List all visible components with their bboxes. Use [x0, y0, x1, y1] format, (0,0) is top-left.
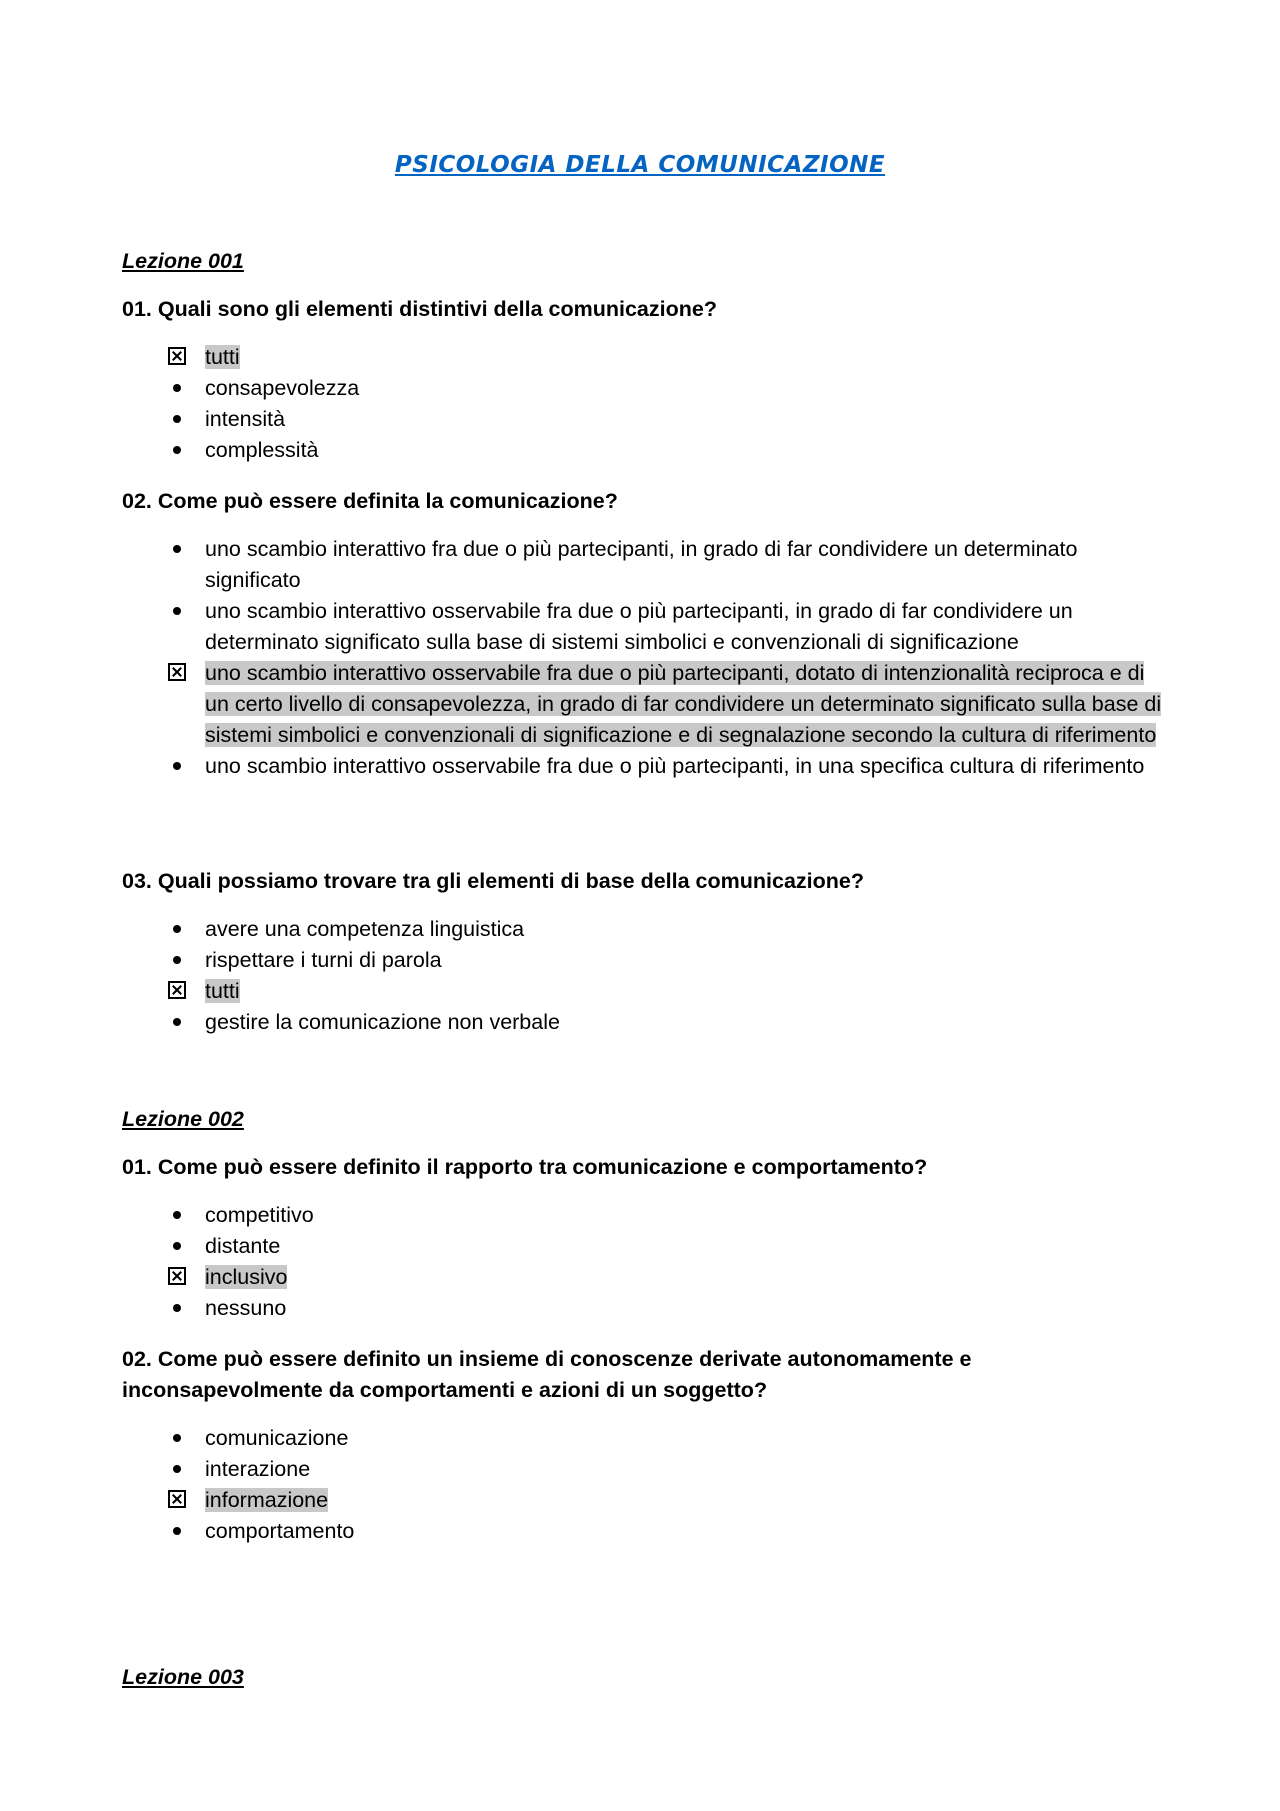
answer-option: uno scambio interattivo osservabile fra due o più partecipanti, in una specifica cultura di riferimento	[122, 751, 1162, 782]
answer-option-correct: uno scambio interattivo osservabile fra due o più partecipanti, dotato di intenzionalità reciproca e di un certo livello di consapevolezza, in grado di far condividere un determinato significato sulla base di sistemi simbolici e convenzionali di significazione e di segnalazione secondo la cultura di riferimento	[122, 658, 1162, 751]
answer-option: gestire la comunicazione non verbale	[122, 1007, 1162, 1038]
answer-option: distante	[122, 1231, 1162, 1262]
checked-box-icon	[168, 347, 186, 365]
bullet-icon	[173, 1527, 181, 1535]
answer-option: intensità	[122, 404, 1162, 435]
answer-list	[122, 342, 1162, 466]
answer-option-correct: inclusivo	[122, 1262, 1162, 1293]
answer-option: complessità	[122, 435, 1162, 466]
question-text: 02. Come può essere definita la comunicazione?	[122, 489, 618, 513]
checked-box-icon	[168, 1267, 186, 1285]
answer-option: uno scambio interattivo osservabile fra due o più partecipanti, in grado di far condividere un determinato significato sulla base di sistemi simbolici e convenzionali di significazione	[122, 596, 1162, 658]
answer-list	[122, 1200, 1162, 1324]
document-title: PSICOLOGIA DELLA COMUNICAZIONE	[394, 152, 886, 178]
checked-box-icon	[168, 981, 186, 999]
question-text: 01. Quali sono gli elementi distintivi della comunicazione?	[122, 297, 717, 321]
answer-option-correct: informazione	[122, 1485, 1162, 1516]
answer-option: consapevolezza	[122, 373, 1162, 404]
answer-option: nessuno	[122, 1293, 1162, 1324]
answer-option: interazione	[122, 1454, 1162, 1485]
answer-option: competitivo	[122, 1200, 1162, 1231]
lesson-heading: Lezione 003	[122, 1665, 244, 1689]
bullet-icon	[173, 762, 181, 770]
bullet-icon	[173, 384, 181, 392]
answer-option: rispettare i turni di parola	[122, 945, 1162, 976]
bullet-icon	[173, 1304, 181, 1312]
answer-list	[122, 1423, 1162, 1547]
bullet-icon	[173, 1465, 181, 1473]
answer-list	[122, 914, 1162, 1038]
answer-list	[122, 534, 1162, 782]
question-text: 03. Quali possiamo trovare tra gli elementi di base della comunicazione?	[122, 869, 864, 893]
answer-option-correct: tutti	[122, 976, 1162, 1007]
bullet-icon	[173, 925, 181, 933]
bullet-icon	[173, 415, 181, 423]
bullet-icon	[173, 446, 181, 454]
bullet-icon	[173, 1242, 181, 1250]
answer-option: comunicazione	[122, 1423, 1162, 1454]
checked-box-icon	[168, 663, 186, 681]
bullet-icon	[173, 956, 181, 964]
bullet-icon	[173, 1211, 181, 1219]
bullet-icon	[173, 545, 181, 553]
checked-box-icon	[168, 1490, 186, 1508]
bullet-icon	[173, 1434, 181, 1442]
lesson-heading: Lezione 001	[122, 249, 244, 273]
answer-option: uno scambio interattivo fra due o più partecipanti, in grado di far condividere un determinato significato	[122, 534, 1162, 596]
question-text: 02. Come può essere definito un insieme di conoscenze derivate autonomamente e inconsapevolmente da comportamenti e azioni di un soggetto?	[122, 1347, 972, 1402]
question-text: 01. Come può essere definito il rapporto tra comunicazione e comportamento?	[122, 1155, 928, 1179]
bullet-icon	[173, 1018, 181, 1026]
answer-option: comportamento	[122, 1516, 1162, 1547]
answer-option-correct: tutti	[122, 342, 1162, 373]
bullet-icon	[173, 607, 181, 615]
lesson-heading: Lezione 002	[122, 1107, 244, 1131]
answer-option: avere una competenza linguistica	[122, 914, 1162, 945]
